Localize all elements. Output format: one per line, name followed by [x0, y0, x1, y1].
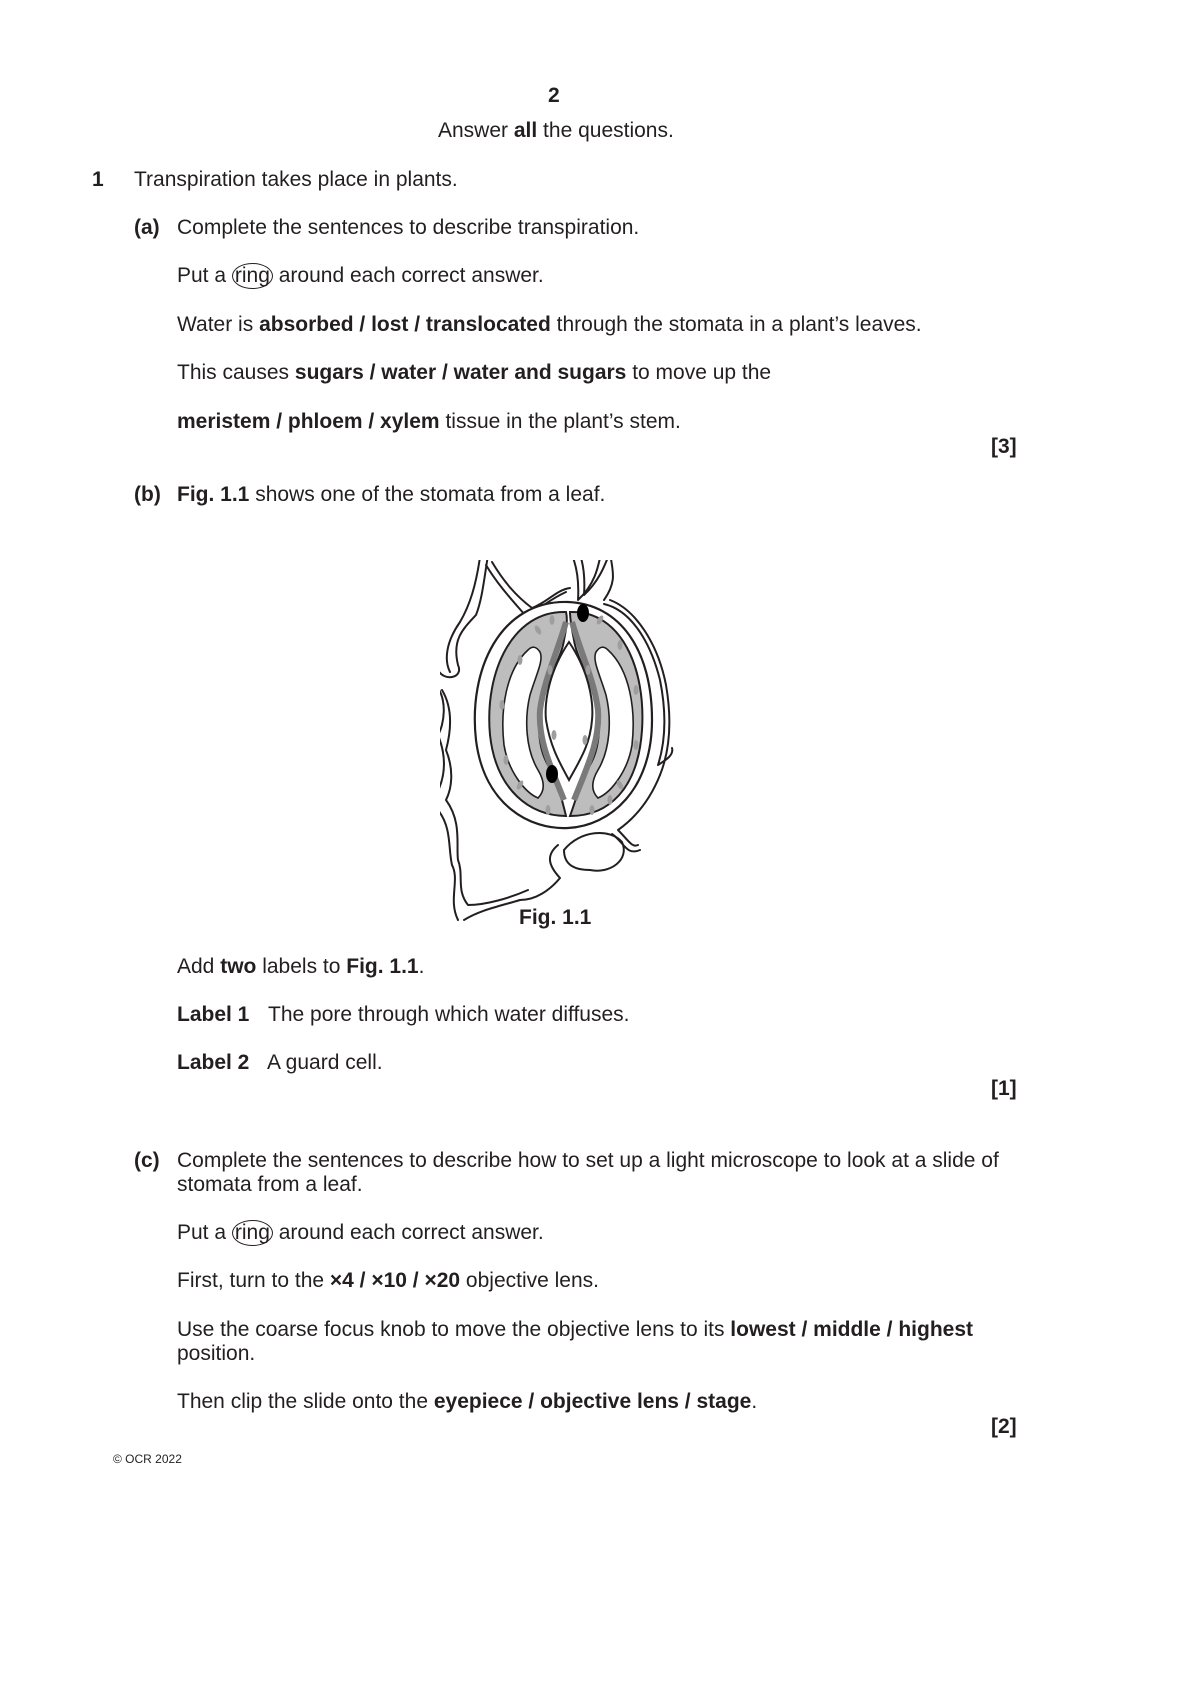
sentence-post: tissue in the plant’s stem.	[439, 410, 681, 433]
instruction	[438, 118, 674, 143]
fig-reference: Fig. 1.1	[177, 483, 250, 506]
part-c-ring-instruction	[177, 1220, 544, 1246]
ring-instruction-pre: Put a	[177, 1221, 232, 1244]
part-c-label: (c)	[134, 1149, 160, 1172]
sentence-pre: This causes	[177, 361, 295, 384]
part-c-sentence-2-line-2: position.	[177, 1342, 256, 1365]
epidermal-cell-wall	[440, 810, 458, 920]
ring-instruction-post: around each correct answer.	[272, 1221, 544, 1244]
answer-options[interactable]: absorbed / lost / translocated	[259, 313, 551, 336]
instruction-bold: all	[513, 119, 538, 142]
part-b-text-rest: shows one of the stomata from a leaf.	[249, 483, 606, 506]
add-post: .	[418, 955, 425, 978]
sentence-post: .	[751, 1390, 758, 1413]
part-a-ring-instruction	[177, 263, 544, 289]
part-b-text	[177, 482, 605, 507]
answer-options[interactable]: ×4 / ×10 / ×20	[329, 1269, 461, 1292]
sentence-pre: Then clip the slide onto the	[177, 1390, 434, 1413]
question-stem: Transpiration takes place in plants.	[134, 168, 458, 191]
ring-word: ring	[232, 263, 273, 289]
answer-options[interactable]: lowest / middle / highest	[730, 1318, 973, 1341]
ring-instruction-post: around each correct answer.	[272, 264, 544, 287]
sentence-post: to move up the	[626, 361, 772, 384]
part-a-sentence-2	[177, 360, 771, 385]
part-a-label: (a)	[134, 216, 160, 239]
part-c-sentence-1	[177, 1268, 599, 1293]
epidermal-cell-wall	[564, 560, 613, 600]
stoma-figure[interactable]	[440, 560, 760, 960]
part-c-marks: [2]	[991, 1415, 1017, 1438]
part-c-sentence-3	[177, 1389, 757, 1414]
label-2-name: Label 2	[177, 1051, 250, 1074]
epidermal-cell-wall	[558, 560, 602, 600]
figure-caption: Fig. 1.1	[519, 906, 592, 929]
label-1-name: Label 1	[177, 1003, 250, 1026]
answer-options[interactable]: sugars / water / water and sugars	[294, 361, 627, 384]
part-c-sentence-2	[177, 1317, 973, 1342]
label-2-text: A guard cell.	[267, 1051, 383, 1074]
part-a-marks: [3]	[991, 435, 1017, 458]
page-number: 2	[548, 84, 560, 107]
epidermal-cell-wall	[440, 685, 444, 795]
instruction-post: the questions.	[537, 119, 674, 142]
answer-options[interactable]: eyepiece / objective lens / stage	[433, 1390, 752, 1413]
nucleus-left	[546, 765, 558, 783]
sentence-pre: Use the coarse focus knob to move the objective lens to its	[177, 1318, 731, 1341]
part-c-text-line-1: Complete the sentences to describe how to set up a light microscope to look at a slide of	[177, 1149, 999, 1172]
sentence-post: through the stomata in a plant’s leaves.	[550, 313, 922, 336]
part-c-text-line-2: stomata from a leaf.	[177, 1173, 363, 1196]
sentence-pre: Water is	[177, 313, 260, 336]
nucleus-right	[577, 604, 589, 622]
add-bold-two: two	[220, 955, 257, 978]
sentence-pre: First, turn to the	[177, 1269, 330, 1292]
part-a-text: Complete the sentences to describe transpiration.	[177, 216, 640, 239]
add-bold-fig: Fig. 1.1	[346, 955, 419, 978]
instruction-pre: Answer	[438, 119, 514, 142]
label-1-text: The pore through which water diffuses.	[268, 1003, 630, 1026]
part-a-sentence-3	[177, 409, 681, 434]
part-b-marks: [1]	[991, 1077, 1017, 1100]
ring-instruction-pre: Put a	[177, 264, 232, 287]
add-mid: labels to	[256, 955, 347, 978]
copyright-footer: © OCR 2022	[113, 1452, 182, 1466]
part-a-sentence-1	[177, 312, 922, 337]
add-pre: Add	[177, 955, 221, 978]
ring-word: ring	[232, 1220, 273, 1246]
sentence-post: objective lens.	[460, 1269, 600, 1292]
question-number: 1	[92, 168, 104, 191]
epidermal-cell-wall	[492, 562, 570, 608]
answer-options[interactable]: meristem / phloem / xylem	[177, 410, 440, 433]
add-labels-instruction	[177, 954, 424, 979]
part-b-label: (b)	[134, 483, 161, 506]
epidermal-cell-wall	[564, 833, 624, 871]
